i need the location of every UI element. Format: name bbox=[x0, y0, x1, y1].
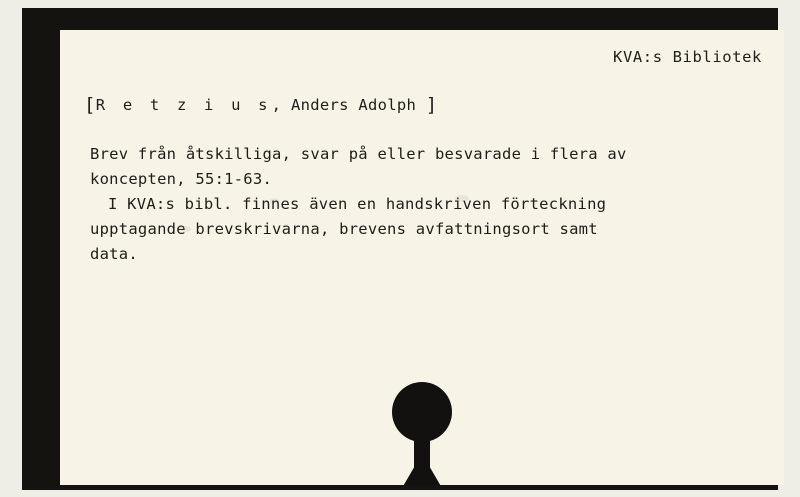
card-body-text bbox=[90, 142, 760, 267]
heading-separator: , bbox=[271, 96, 291, 114]
spindle-hole bbox=[388, 382, 456, 485]
author-surname: R e t z i u s bbox=[95, 96, 272, 114]
catalog-card bbox=[60, 30, 784, 485]
card-border bbox=[22, 8, 778, 490]
close-bracket: ] bbox=[425, 94, 438, 116]
body-line-5: data. bbox=[90, 245, 138, 263]
body-line-4: upptagande brevskrivarna, brevens avfattningsort samt bbox=[90, 220, 598, 238]
body-line-3: I KVA:s bibl. finnes även en handskriven förteckning bbox=[108, 195, 607, 213]
open-bracket: [ bbox=[84, 94, 96, 116]
body-line-1: Brev från åtskilliga, svar på eller besvarade i flera av bbox=[90, 145, 627, 163]
author-given-names: Anders Adolph bbox=[290, 96, 417, 114]
library-stamp: KVA:s Bibliotek bbox=[613, 48, 762, 66]
card-heading bbox=[84, 94, 438, 116]
body-line-2: koncepten, 55:1-63. bbox=[90, 170, 273, 188]
card-content bbox=[60, 30, 784, 485]
spindle-hole-flare bbox=[402, 464, 442, 485]
